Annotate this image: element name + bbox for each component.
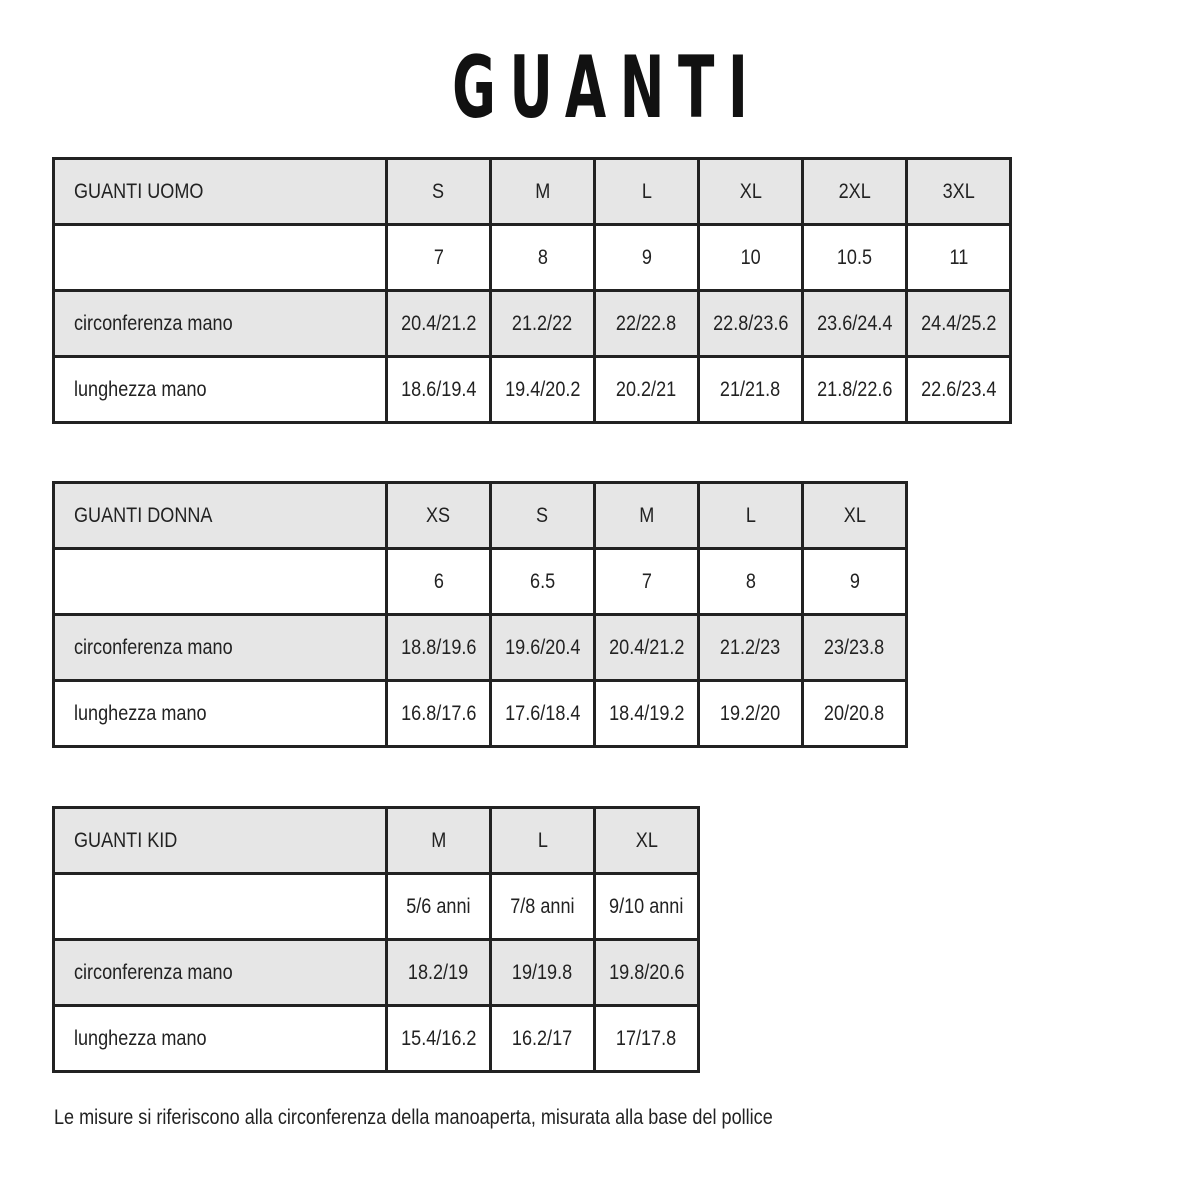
table-header-row (54, 159, 1011, 225)
row-label-cell-text: circonferenza mano (74, 635, 233, 659)
value-cell (491, 681, 595, 747)
size-header-cell-text: M (430, 828, 447, 852)
value-cell-text: 9 (641, 245, 652, 269)
size-header-cell (491, 808, 595, 874)
row-label-cell (54, 291, 387, 357)
size-header-cell-text: S (536, 503, 549, 527)
size-header-cell-text: L (745, 503, 756, 527)
table-header-label-text: GUANTI DONNA (74, 503, 213, 527)
size-header-cell (595, 808, 699, 874)
value-cell (699, 615, 803, 681)
value-cell (491, 1006, 595, 1072)
value-cell-text: 16.8/17.6 (400, 701, 477, 725)
value-cell (595, 357, 699, 423)
value-cell-text: 9/10 anni (609, 894, 684, 918)
value-cell (387, 225, 491, 291)
page-title: GUANTI (452, 38, 762, 138)
value-cell-text: 19.6/20.4 (504, 635, 581, 659)
value-cell-text: 6 (433, 569, 444, 593)
value-cell (491, 940, 595, 1006)
row-label-cell (54, 1006, 387, 1072)
size-table-kid (52, 806, 700, 1073)
value-cell-text: 18.2/19 (408, 960, 469, 984)
row-label-cell (54, 681, 387, 747)
value-cell-text: 7 (641, 569, 652, 593)
table-row (54, 357, 1011, 423)
value-cell-text: 24.4/25.2 (920, 311, 997, 335)
value-cell-text: 10.5 (836, 245, 873, 269)
value-cell-text: 18.6/19.4 (400, 377, 477, 401)
value-cell-text: 19.8/20.6 (608, 960, 685, 984)
size-header-cell (491, 483, 595, 549)
value-cell (595, 615, 699, 681)
value-cell (907, 357, 1011, 423)
table-header-row (54, 483, 907, 549)
size-header-cell (491, 159, 595, 225)
value-cell-text: 21.2/23 (720, 635, 781, 659)
table-header-label-text: GUANTI KID (74, 828, 178, 852)
value-cell (699, 681, 803, 747)
size-table-donna (52, 481, 908, 748)
value-cell (595, 1006, 699, 1072)
value-cell-text: 10 (740, 245, 761, 269)
value-cell (595, 291, 699, 357)
value-cell (699, 225, 803, 291)
value-cell-text: 21.2/22 (512, 311, 573, 335)
size-header-cell-text: XS (426, 503, 451, 527)
size-table-uomo (52, 157, 1012, 424)
value-cell-text: 9 (849, 569, 860, 593)
table-header-label (54, 808, 387, 874)
value-cell-text: 7 (433, 245, 444, 269)
row-label-cell (54, 225, 387, 291)
size-header-cell-text: L (537, 828, 548, 852)
size-header-cell-text: 2XL (838, 179, 871, 203)
table-header-row (54, 808, 699, 874)
row-label-cell (54, 615, 387, 681)
size-header-cell-text: XL (739, 179, 762, 203)
value-cell-text: 22.6/23.4 (920, 377, 997, 401)
size-header-cell (699, 483, 803, 549)
value-cell (699, 549, 803, 615)
value-cell-text: 19/19.8 (512, 960, 573, 984)
size-header-cell (907, 159, 1011, 225)
value-cell (699, 357, 803, 423)
value-cell-text: 11 (949, 245, 968, 269)
row-label-cell-text: circonferenza mano (74, 311, 233, 335)
size-header-cell (595, 159, 699, 225)
value-cell (595, 874, 699, 940)
value-cell-text: 5/6 anni (406, 894, 471, 918)
size-header-cell (387, 159, 491, 225)
value-cell-text: 19.4/20.2 (504, 377, 581, 401)
value-cell-text: 20.2/21 (616, 377, 677, 401)
table-row (54, 225, 1011, 291)
size-header-cell-text: S (432, 179, 445, 203)
value-cell (803, 681, 907, 747)
value-cell-text: 22/22.8 (616, 311, 677, 335)
value-cell-text: 8 (537, 245, 548, 269)
value-cell (595, 225, 699, 291)
value-cell (803, 225, 907, 291)
value-cell-text: 7/8 anni (510, 894, 575, 918)
value-cell-text: 20.4/21.2 (400, 311, 477, 335)
value-cell-text: 21.8/22.6 (816, 377, 893, 401)
size-header-cell (803, 483, 907, 549)
value-cell-text: 15.4/16.2 (400, 1026, 477, 1050)
value-cell (387, 681, 491, 747)
table-row (54, 291, 1011, 357)
value-cell-text: 17.6/18.4 (504, 701, 581, 725)
size-header-cell-text: L (641, 179, 652, 203)
table-row (54, 940, 699, 1006)
value-cell (491, 615, 595, 681)
size-header-cell-text: M (638, 503, 655, 527)
size-header-cell-text: M (534, 179, 551, 203)
table-row (54, 681, 907, 747)
value-cell-text: 17/17.8 (616, 1026, 677, 1050)
value-cell-text: 23.6/24.4 (816, 311, 893, 335)
value-cell (491, 225, 595, 291)
value-cell-text: 8 (745, 569, 756, 593)
value-cell (803, 549, 907, 615)
value-cell-text: 6.5 (529, 569, 556, 593)
row-label-cell-text: lunghezza mano (74, 377, 207, 401)
value-cell (595, 940, 699, 1006)
row-label-cell (54, 940, 387, 1006)
size-header-cell (387, 808, 491, 874)
value-cell-text: 16.2/17 (512, 1026, 573, 1050)
value-cell (491, 357, 595, 423)
value-cell-text: 20/20.8 (824, 701, 885, 725)
row-label-cell (54, 549, 387, 615)
value-cell-text: 19.2/20 (720, 701, 781, 725)
value-cell (491, 874, 595, 940)
value-cell (907, 291, 1011, 357)
value-cell (595, 681, 699, 747)
size-header-cell-text: XL (635, 828, 658, 852)
value-cell (387, 357, 491, 423)
table-header-label-text: GUANTI UOMO (74, 179, 204, 203)
table-header-label (54, 483, 387, 549)
value-cell-text: 20.4/21.2 (608, 635, 685, 659)
footnote: Le misure si riferiscono alla circonferenza della manoaperta, misurata alla base del pollice (54, 1106, 773, 1129)
value-cell (595, 549, 699, 615)
table-row (54, 1006, 699, 1072)
value-cell (491, 549, 595, 615)
table-header-label (54, 159, 387, 225)
table-row (54, 874, 699, 940)
value-cell (907, 225, 1011, 291)
value-cell (387, 1006, 491, 1072)
table-row (54, 615, 907, 681)
value-cell (803, 357, 907, 423)
size-header-cell (699, 159, 803, 225)
row-label-cell-text: lunghezza mano (74, 1026, 207, 1050)
value-cell (491, 291, 595, 357)
value-cell (387, 874, 491, 940)
value-cell-text: 23/23.8 (824, 635, 885, 659)
value-cell (803, 291, 907, 357)
value-cell-text: 18.8/19.6 (400, 635, 477, 659)
size-header-cell-text: 3XL (942, 179, 975, 203)
value-cell (387, 549, 491, 615)
value-cell (387, 940, 491, 1006)
row-label-cell (54, 357, 387, 423)
value-cell (803, 615, 907, 681)
size-header-cell-text: XL (843, 503, 866, 527)
size-header-cell (595, 483, 699, 549)
value-cell-text: 18.4/19.2 (608, 701, 685, 725)
row-label-cell-text: circonferenza mano (74, 960, 233, 984)
value-cell-text: 22.8/23.6 (712, 311, 789, 335)
row-label-cell-text: lunghezza mano (74, 701, 207, 725)
row-label-cell (54, 874, 387, 940)
table-row (54, 549, 907, 615)
value-cell-text: 21/21.8 (720, 377, 781, 401)
value-cell (387, 615, 491, 681)
size-header-cell (387, 483, 491, 549)
value-cell (699, 291, 803, 357)
size-header-cell (803, 159, 907, 225)
value-cell (387, 291, 491, 357)
